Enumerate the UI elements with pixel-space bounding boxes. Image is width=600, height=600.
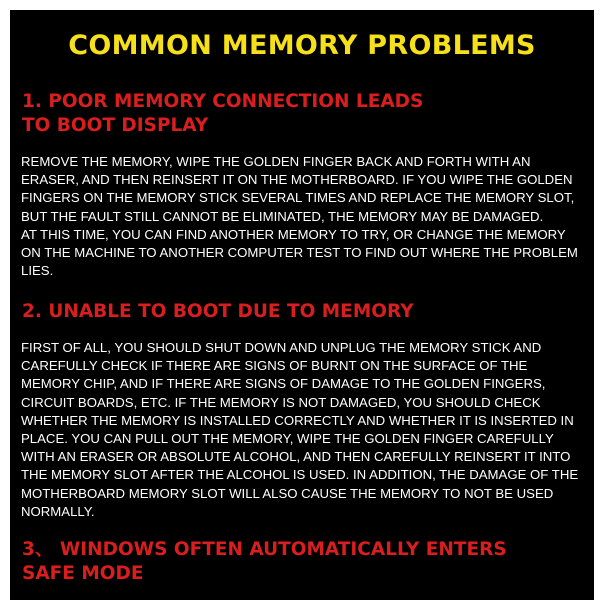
section-2-heading (22, 300, 414, 324)
section-1-body-line: AT THIS TIME, YOU CAN FIND ANOTHER MEMORY TO TRY, OR CHANGE THE MEMORY (21, 226, 566, 242)
section-1-heading (22, 90, 423, 138)
section-1-heading-line: TO BOOT DISPLAY (22, 115, 209, 136)
section-1-body-line: REMOVE THE MEMORY, WIPE THE GOLDEN FINGER BACK AND FORTH WITH AN (21, 154, 531, 169)
section-3-heading-line: 3、 WINDOWS OFTEN AUTOMATICALLY ENTERS (22, 539, 507, 560)
section-1-body-line: FINGERS ON THE MEMORY STICK SEVERAL TIMES AND REPLACE THE MEMORY SLOT, (21, 190, 575, 206)
section-2-body-line: CIRCUIT BOARDS, ETC. IF THE MEMORY IS NOT DAMAGED, YOU SHOULD CHECK (21, 394, 541, 410)
section-1-body-line: LIES. (21, 263, 54, 279)
section-1-heading-line: 1. POOR MEMORY CONNECTION LEADS (22, 91, 424, 112)
section-2-body-line: MOTHERBOARD MEMORY SLOT WILL ALSO CAUSE THE MEMORY TO NOT BE USED (21, 485, 554, 501)
section-2-body-line: NORMALLY. (21, 503, 95, 519)
section-3-heading (22, 538, 507, 586)
section-2-body-line: WHETHER THE MEMORY IS INSTALLED CORRECTLY AND WHETHER IT IS INSERTED IN (21, 412, 574, 428)
section-2-body-line: MEMORY CHIP, AND IF THERE ARE SIGNS OF DAMAGE TO THE GOLDEN FINGERS, (21, 376, 546, 392)
page-title: COMMON MEMORY PROBLEMS (68, 30, 536, 61)
section-1-body-line: ON THE MACHINE TO ANOTHER COMPUTER TEST TO FIND OUT WHERE THE PROBLEM (21, 245, 578, 261)
section-1-body-line: ERASER, AND THEN REINSERT IT ON THE MOTHERBOARD. IF YOU WIPE THE GOLDEN (21, 172, 573, 188)
section-2-body (21, 339, 586, 521)
section-2-heading-line: 2. UNABLE TO BOOT DUE TO MEMORY (22, 301, 414, 322)
section-2-body-line: THE MEMORY SLOT AFTER THE ALCOHOL IS USED. IN ADDITION, THE DAMAGE OF THE (21, 467, 579, 483)
section-2-body-line: CAREFULLY CHECK IF THERE ARE SIGNS OF BURNT ON THE SURFACE OF THE (21, 358, 528, 374)
infographic-panel (10, 10, 594, 600)
section-2-body-line: FIRST OF ALL, YOU SHOULD SHUT DOWN AND UNPLUG THE MEMORY STICK AND (21, 340, 542, 355)
section-1-body-line: BUT THE FAULT STILL CANNOT BE ELIMINATED, THE MEMORY MAY BE DAMAGED. (21, 208, 544, 224)
section-1-body (21, 153, 586, 280)
section-3-heading-line: SAFE MODE (22, 563, 144, 584)
section-2-body-line: WITH AN ERASER OR ABSOLUTE ALCOHOL, AND THEN CAREFULLY REINSERT IT INTO (21, 449, 571, 465)
section-2-body-line: PLACE. YOU CAN PULL OUT THE MEMORY, WIPE THE GOLDEN FINGER CAREFULLY (21, 431, 554, 447)
